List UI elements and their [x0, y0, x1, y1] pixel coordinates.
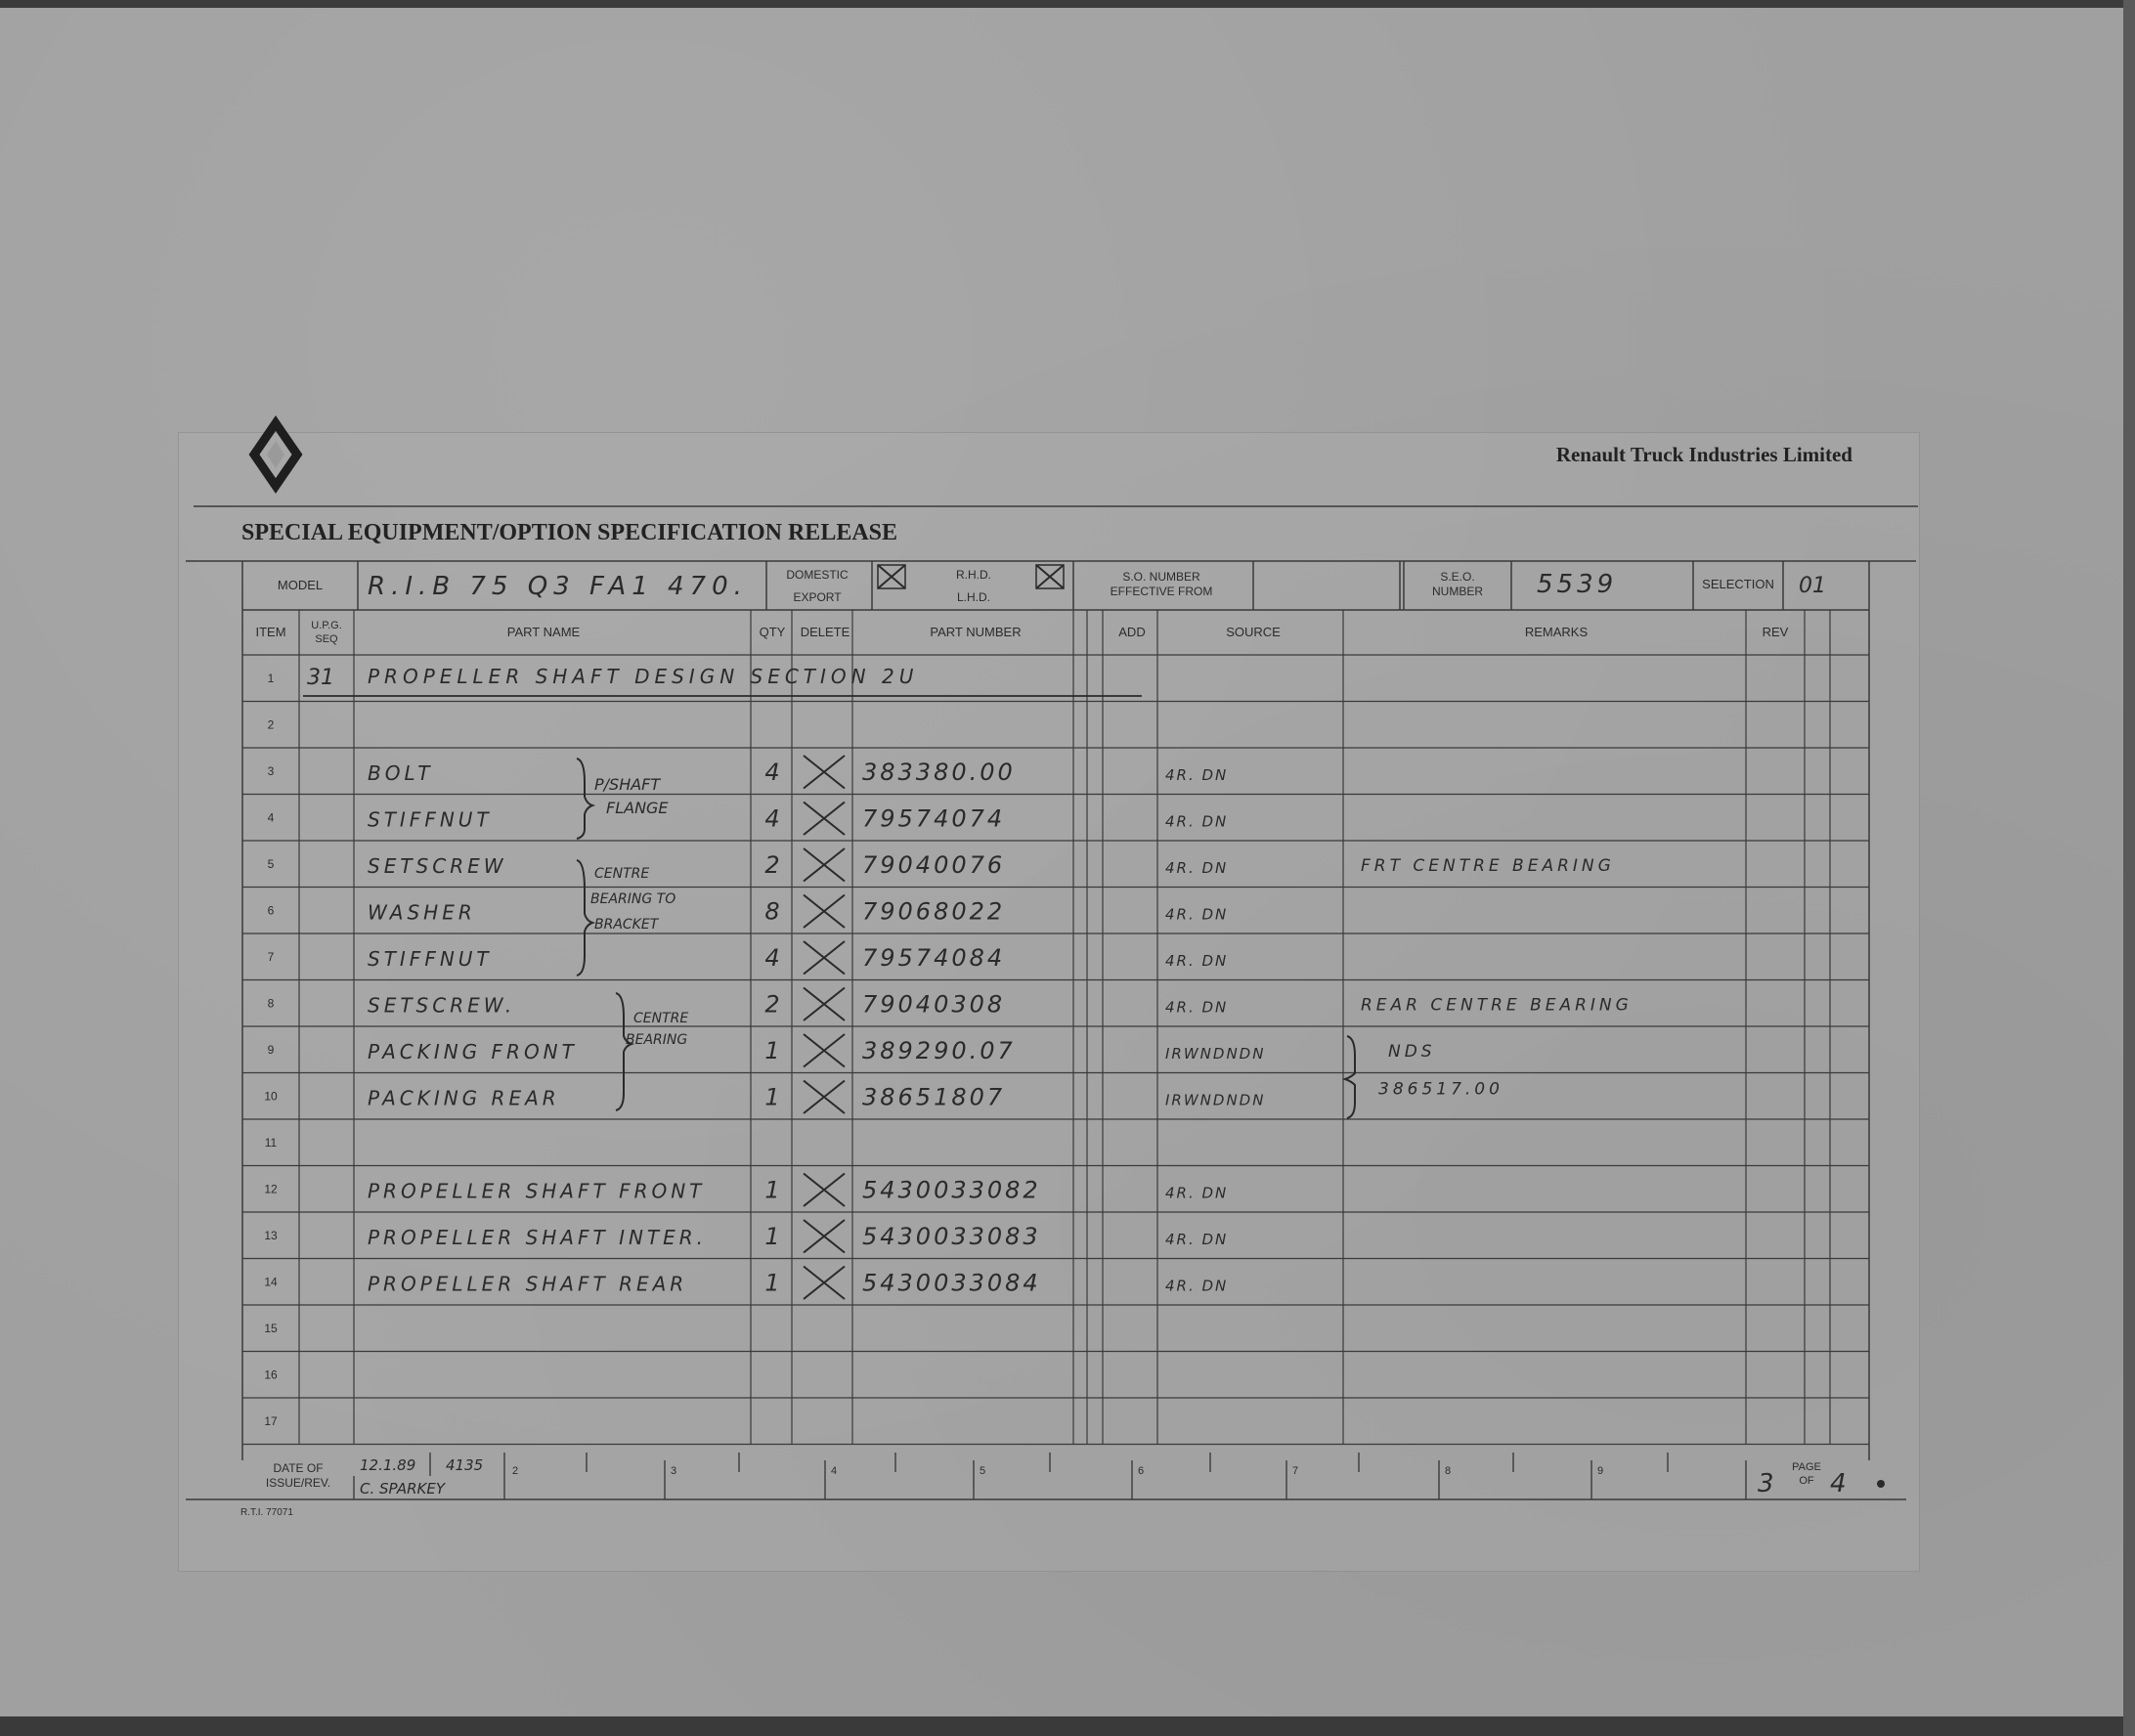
table-rules	[242, 610, 1869, 1445]
model-value: R.I.B 75 Q3 FA1 470.	[368, 572, 748, 601]
item-number: 15	[264, 1321, 278, 1335]
item-number: 5	[267, 856, 275, 871]
footer-tick-marks	[587, 1453, 1668, 1472]
part-name: SETSCREW.	[368, 993, 516, 1018]
bracket2-line2: BEARING TO	[590, 891, 676, 907]
source: 4R. DN	[1165, 765, 1229, 784]
part-number: 79068022	[862, 897, 1006, 926]
item-number: 12	[264, 1182, 278, 1196]
upg-seq: 31	[307, 665, 334, 690]
delete-cross-mark	[804, 941, 845, 975]
part-number: 5430033084	[862, 1269, 1041, 1297]
slot-2: 2	[512, 1465, 519, 1477]
rhd-label: R.H.D.	[956, 568, 991, 582]
quantity: 1	[764, 1269, 780, 1297]
item-number: 2	[267, 717, 275, 732]
quantity: 8	[764, 897, 780, 926]
signature: C. SPARKEY	[360, 1480, 445, 1497]
delete-cross-mark	[804, 756, 845, 789]
quantity: 1	[764, 1036, 780, 1064]
part-name: BOLT	[368, 760, 434, 785]
quantity: 4	[764, 943, 780, 972]
date-value: 12.1.89	[360, 1456, 416, 1474]
delete-cross-mark	[804, 1034, 845, 1067]
part-number: 79040076	[862, 850, 1006, 879]
lhd-label: L.H.D.	[956, 590, 991, 604]
seo-label-1: S.E.O.	[1440, 570, 1475, 584]
delete-cross-mark	[804, 895, 845, 929]
remarks: 386517.00	[1378, 1079, 1503, 1100]
source: 4R. DN	[1165, 905, 1229, 924]
part-number: 79040308	[862, 990, 1006, 1019]
part-number: 389290.07	[862, 1036, 1016, 1064]
item-number: 13	[264, 1228, 278, 1242]
col-part-name: PART NAME	[506, 625, 581, 639]
source: 4R. DN	[1165, 1230, 1229, 1248]
col-remarks: REMARKS	[1524, 625, 1589, 639]
col-source: SOURCE	[1226, 625, 1281, 639]
quantity: 1	[764, 1222, 780, 1250]
source: 4R. DN	[1165, 858, 1229, 877]
bracket2-line3: BRACKET	[594, 917, 659, 933]
remarks: NDS	[1388, 1041, 1436, 1062]
source: 4R. DN	[1165, 1277, 1229, 1295]
col-upg-1: U.P.G.	[311, 620, 342, 631]
col-delete: DELETE	[800, 625, 850, 639]
source: 4R. DN	[1165, 998, 1229, 1017]
source: 4R. DN	[1165, 951, 1229, 970]
source: 4R. DN	[1165, 812, 1229, 831]
part-name: WASHER	[368, 900, 476, 925]
selection-value: 01	[1799, 574, 1826, 598]
part-number: 38651807	[862, 1083, 1006, 1111]
bracket1-line1: P/SHAFT	[594, 775, 661, 794]
source: 4R. DN	[1165, 1184, 1229, 1202]
col-part-number: PART NUMBER	[930, 625, 1022, 639]
so-number-label: S.O. NUMBER	[1122, 570, 1200, 584]
punch-dot	[1877, 1480, 1885, 1488]
domestic-label: DOMESTIC	[786, 568, 849, 582]
page-total: 4	[1830, 1469, 1847, 1498]
code-value: 4135	[446, 1456, 484, 1474]
part-name: PROPELLER SHAFT FRONT	[368, 1179, 706, 1203]
part-name: SETSCREW	[368, 853, 507, 878]
item-number: 4	[267, 810, 275, 825]
seo-value: 5539	[1537, 570, 1618, 599]
slot-5: 5	[980, 1465, 986, 1477]
delete-cross-mark	[804, 1081, 845, 1114]
page-label-1: PAGE	[1792, 1461, 1821, 1473]
quantity: 4	[764, 758, 780, 786]
item-number: 16	[264, 1367, 278, 1382]
bracket2-line1: CENTRE	[594, 866, 650, 882]
delete-cross-mark	[804, 1174, 845, 1207]
quantity: 1	[764, 1176, 780, 1204]
renault-logo-icon	[254, 423, 297, 486]
source: IRWNDNDN	[1165, 1044, 1266, 1063]
table-body	[264, 665, 1633, 1428]
export-label: EXPORT	[793, 590, 842, 604]
form-title: SPECIAL EQUIPMENT/OPTION SPECIFICATION RELEASE	[241, 520, 898, 545]
bracket3-line1: CENTRE	[633, 1011, 689, 1026]
part-name: PACKING REAR	[368, 1086, 560, 1110]
quantity: 1	[764, 1083, 780, 1111]
item-number: 14	[264, 1275, 278, 1289]
date-label-2: ISSUE/REV.	[265, 1476, 331, 1490]
model-label: MODEL	[277, 578, 324, 592]
delete-cross-mark	[804, 988, 845, 1021]
bracket1-line2: FLANGE	[606, 799, 669, 817]
remarks: REAR CENTRE BEARING	[1361, 995, 1633, 1016]
quantity: 2	[764, 990, 780, 1019]
source: IRWNDNDN	[1165, 1091, 1266, 1109]
part-name: PROPELLER SHAFT INTER.	[368, 1225, 708, 1249]
part-number: 5430033083	[862, 1222, 1041, 1250]
part-name: STIFFNUT	[368, 807, 493, 832]
delete-cross-mark	[804, 848, 845, 882]
item-number: 10	[264, 1089, 278, 1104]
seo-label-2: NUMBER	[1431, 585, 1484, 598]
col-rev: REV	[1762, 625, 1789, 639]
col-add: ADD	[1118, 625, 1146, 639]
part-number: 79574084	[862, 943, 1006, 972]
item-number: 7	[267, 949, 275, 964]
date-label-1: DATE OF	[273, 1461, 324, 1475]
part-name: PACKING FRONT	[368, 1039, 578, 1063]
domestic-check-mark	[878, 565, 905, 588]
part-number: 383380.00	[862, 758, 1016, 786]
item-number: 8	[267, 996, 275, 1011]
quantity: 2	[764, 850, 780, 879]
slot-6: 6	[1138, 1465, 1145, 1477]
part-name: PROPELLER SHAFT REAR	[368, 1272, 688, 1296]
slot-8: 8	[1445, 1465, 1452, 1477]
col-item: ITEM	[255, 625, 286, 639]
item-number: 1	[267, 671, 275, 685]
selection-label: SELECTION	[1702, 577, 1774, 591]
bracket3-line2: BEARING	[626, 1032, 688, 1048]
form-code: R.T.I. 77071	[240, 1507, 293, 1518]
slot-9: 9	[1597, 1465, 1604, 1477]
remarks: FRT CENTRE BEARING	[1361, 855, 1615, 876]
slot-7: 7	[1292, 1465, 1299, 1477]
part-number: 5430033082	[862, 1176, 1041, 1204]
item-number: 6	[267, 903, 275, 918]
item-number: 17	[264, 1413, 278, 1428]
part-name: PROPELLER SHAFT DESIGN SECTION 2U	[368, 664, 919, 688]
company-name: Renault Truck Industries Limited	[1555, 443, 1852, 466]
part-name: STIFFNUT	[368, 946, 493, 971]
quantity: 4	[764, 804, 780, 833]
delete-cross-mark	[804, 1267, 845, 1300]
col-qty: QTY	[759, 625, 786, 639]
slot-3: 3	[671, 1465, 677, 1477]
header-rules	[186, 506, 1918, 1460]
col-upg-2: SEQ	[315, 633, 338, 645]
rhd-check-mark	[1036, 565, 1064, 588]
item-number: 11	[264, 1135, 278, 1150]
page-label-2: OF	[1799, 1475, 1814, 1487]
slot-4: 4	[831, 1465, 838, 1477]
delete-cross-mark	[804, 803, 845, 836]
item-number: 9	[267, 1042, 275, 1057]
item-number: 3	[267, 763, 275, 778]
effective-from-label: EFFECTIVE FROM	[1110, 585, 1213, 598]
page-current: 3	[1758, 1469, 1774, 1498]
part-number: 79574074	[862, 804, 1006, 833]
delete-cross-mark	[804, 1220, 845, 1253]
